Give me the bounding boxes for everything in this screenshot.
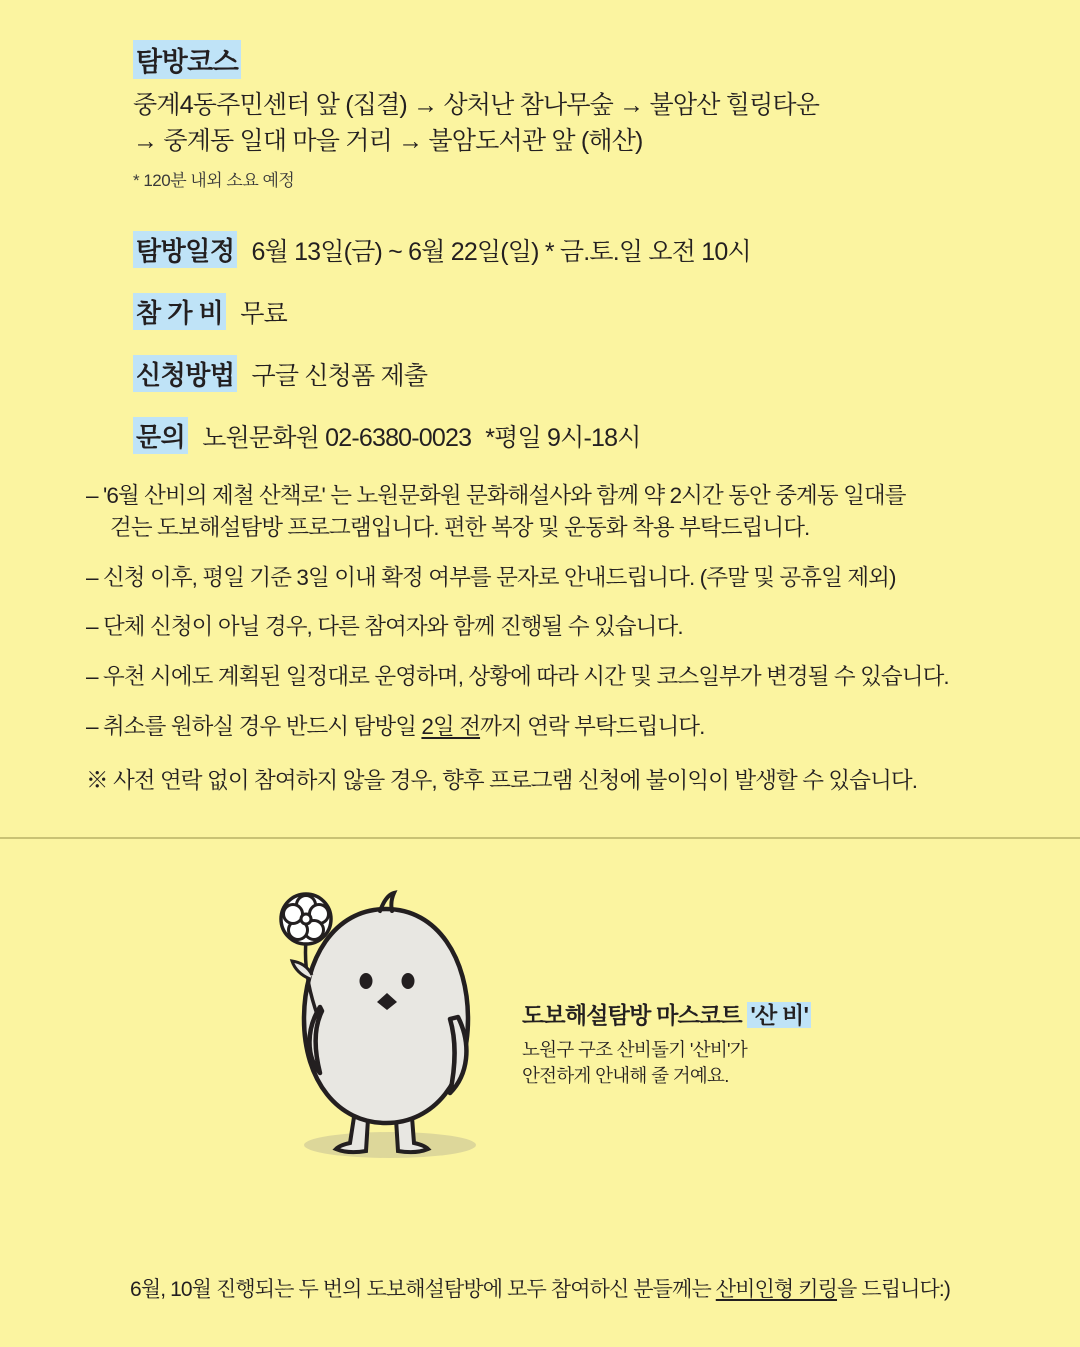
notes-list bbox=[0, 480, 1080, 798]
note-item-2: – 신청 이후, 평일 기준 3일 이내 확정 여부를 문자로 안내드립니다. (주말 및 공휴일 제외) bbox=[86, 564, 896, 590]
course-section bbox=[0, 40, 1080, 191]
note-item-5 bbox=[86, 711, 1020, 744]
mascot-subtitle-line-1: 노원구 구조 산비돌기 '산비'가 bbox=[522, 1038, 748, 1060]
detail-label-fee: 참 가 비 bbox=[133, 293, 226, 330]
mascot-title bbox=[522, 997, 811, 1030]
detail-row-schedule bbox=[133, 231, 1080, 268]
note-item-5-suffix: 까지 연락 부탁드립니다. bbox=[480, 713, 705, 739]
detail-value-apply: 구글 신청폼 제출 bbox=[251, 361, 428, 390]
detail-rows bbox=[0, 231, 1080, 454]
footer-note bbox=[0, 1273, 1080, 1303]
footer-note-prefix: 6월, 10월 진행되는 두 번의 도보해설탐방에 모두 참여하신 분들께는 bbox=[130, 1278, 716, 1301]
mascot-subtitle-line-2: 안전하게 안내해 줄 거예요. bbox=[522, 1064, 729, 1086]
note-item-1 bbox=[86, 480, 1020, 545]
detail-row-apply bbox=[133, 355, 1080, 392]
mascot-title-name: '산 비' bbox=[747, 1002, 811, 1028]
course-duration-note: * 120분 내외 소요 예정 bbox=[133, 170, 295, 190]
detail-label-apply: 신청방법 bbox=[133, 355, 237, 392]
note-item-5-emphasis: 2일 전 bbox=[421, 713, 481, 739]
detail-value-contact: 노원문화원 02-6380-0023 bbox=[202, 423, 472, 452]
note-item-6: ※ 사전 연락 없이 참여하지 않을 경우, 향후 프로그램 신청에 불이익이 발생할 수 있습니다. bbox=[86, 768, 918, 794]
course-title: 탐방코스 bbox=[133, 40, 241, 79]
course-route-line-1: 중계4동주민센터 앞 (집결) → 상처난 참나무숲 → 불암산 힐링타운 bbox=[133, 91, 820, 119]
flower-icon bbox=[281, 894, 331, 944]
detail-label-contact: 문의 bbox=[133, 417, 188, 454]
course-route-line-2: → 중계동 일대 마을 거리 → 불암도서관 앞 (해산) bbox=[133, 127, 643, 156]
detail-label-schedule: 탐방일정 bbox=[133, 231, 237, 268]
footer-note-emphasis: 산비인형 키링 bbox=[715, 1278, 838, 1301]
detail-row-fee bbox=[133, 293, 1080, 330]
detail-value-fee: 무료 bbox=[240, 299, 287, 328]
mascot-caption bbox=[522, 997, 811, 1089]
mascot-block bbox=[0, 839, 1080, 1347]
footer-note-suffix: 을 드립니다:) bbox=[837, 1278, 950, 1301]
note-item-5-prefix: – 취소를 원하실 경우 반드시 탐방일 bbox=[86, 713, 422, 739]
detail-value-contact-hours: *평일 9시-18시 bbox=[485, 423, 641, 452]
note-item-1-line-2: 걷는 도보해설탐방 프로그램입니다. 편한 복장 및 운동화 착용 부탁드립니다. bbox=[110, 515, 810, 541]
mascot-illustration bbox=[262, 867, 512, 1157]
mascot-title-prefix: 도보해설탐방 마스코트 bbox=[522, 1001, 748, 1028]
detail-value-schedule: 6월 13일(금) ~ 6월 22일(일) * 금.토.일 오전 10시 bbox=[251, 237, 751, 266]
note-item-1-line-1: – '6월 산비의 제철 산책로' 는 노원문화원 문화해설사와 함께 약 2시간 동안 중계동 일대를 bbox=[86, 482, 906, 508]
detail-row-contact bbox=[133, 417, 1080, 454]
note-item-3: – 단체 신청이 아닐 경우, 다른 참여자와 함께 진행될 수 있습니다. bbox=[86, 614, 683, 640]
mascot-bird-icon bbox=[262, 867, 512, 1167]
note-item-4: – 우천 시에도 계획된 일정대로 운영하며, 상황에 따라 시간 및 코스일부가 변경될 수 있습니다. bbox=[86, 664, 949, 689]
